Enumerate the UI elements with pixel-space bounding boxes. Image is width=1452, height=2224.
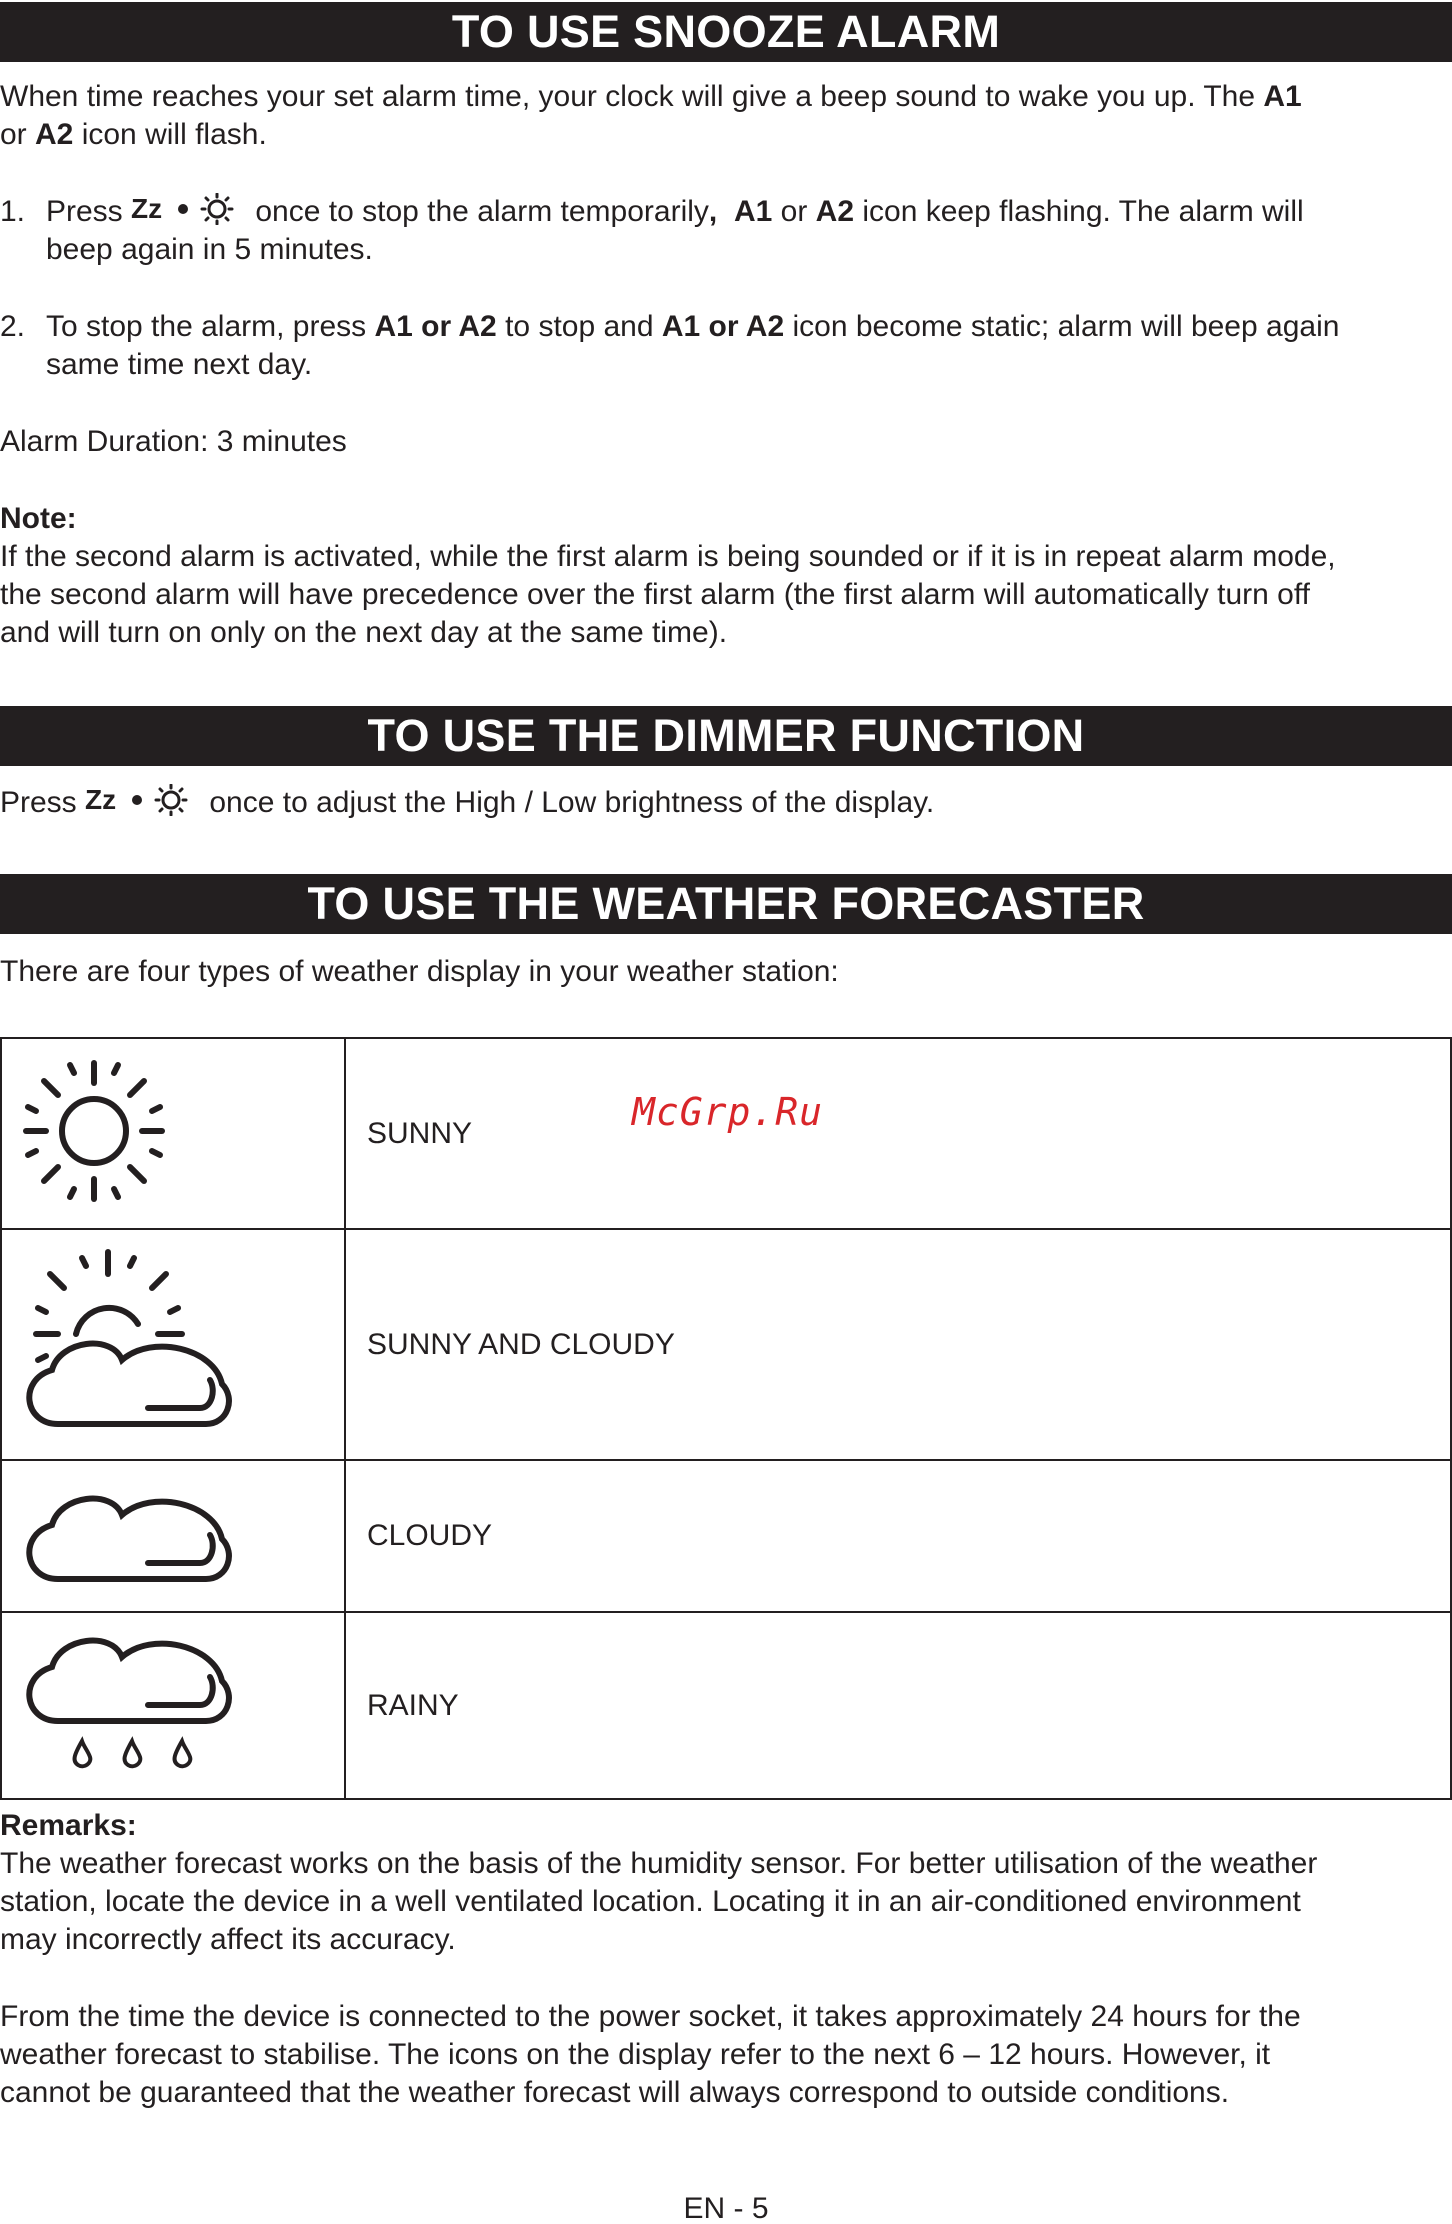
stabilise-line: cannot be guaranteed that the weather forecast will always correspond to outside conditions. <box>0 2076 1230 2109</box>
weather-label-sunny: SUNNY <box>345 1038 1451 1229</box>
snooze-step-1: 1. Press Zz once to stop the alarm temporarily, A1 or A2 icon keep flashing. The alarm will <box>0 193 1452 236</box>
snooze-step-1-cont: beep again in 5 minutes. <box>46 233 373 266</box>
rain-icon <box>2 1613 344 1790</box>
weather-intro: There are four types of weather display in your weather station: <box>0 955 839 988</box>
cloud-icon <box>2 1461 344 1603</box>
alarm-duration: Alarm Duration: 3 minutes <box>0 425 347 458</box>
note-title: Note: <box>0 502 77 535</box>
watermark: McGrp.Ru <box>632 1090 824 1134</box>
snooze-intro: When time reaches your set alarm time, your clock will give a beep sound to wake you up. The A1 <box>0 80 1302 113</box>
table-row <box>1 1460 1451 1612</box>
stabilise-line: weather forecast to stabilise. The icons on the display refer to the next 6 – 12 hours. However, it <box>0 2038 1271 2071</box>
table-cell <box>1 1460 345 1612</box>
table-row <box>1 1612 1451 1799</box>
table-cell <box>1 1038 345 1229</box>
dimmer-heading: TO USE THE DIMMER FUNCTION <box>0 706 1452 766</box>
remarks-line: The weather forecast works on the basis of the humidity sensor. For better utilisation of the weather <box>0 1847 1318 1880</box>
table-cell <box>1 1229 345 1460</box>
table-row <box>1 1229 1451 1460</box>
weather-icons-table <box>0 1037 1452 1800</box>
snooze-zz-glyph: Zz <box>85 784 117 815</box>
snooze-step-2-cont: same time next day. <box>46 348 313 381</box>
snooze-dimmer-button-icon <box>85 784 201 827</box>
weather-label-sunny-cloudy: SUNNY AND CLOUDY <box>345 1229 1451 1460</box>
remarks-line: station, locate the device in a well ventilated location. Locating it in an air-conditioned environment <box>0 1885 1301 1918</box>
remarks-line: may incorrectly affect its accuracy. <box>0 1923 456 1956</box>
dimmer-text: Press Zz once to adjust the High / Low brightness of the display. <box>0 784 1452 827</box>
weather-label-rainy: RAINY <box>345 1612 1451 1799</box>
note-line: If the second alarm is activated, while the first alarm is being sounded or if it is in repeat alarm mode, <box>0 540 1336 573</box>
snooze-step-2: 2. To stop the alarm, press A1 or A2 to stop and A1 or A2 icon become static; alarm will beep again <box>0 310 1340 343</box>
note-line: the second alarm will have precedence over the first alarm (the first alarm will automatically turn off <box>0 578 1310 611</box>
snooze-heading: TO USE SNOOZE ALARM <box>0 2 1452 62</box>
weather-label-cloudy: CLOUDY <box>345 1460 1451 1612</box>
snooze-dimmer-button-icon <box>131 193 247 236</box>
page-number: EN - 5 <box>683 2192 769 2224</box>
remarks-title: Remarks: <box>0 1809 137 1842</box>
sun-icon <box>2 1039 344 1220</box>
note-line: and will turn on only on the next day at the same time). <box>0 616 728 649</box>
table-cell <box>1 1612 345 1799</box>
sun-cloud-icon <box>2 1230 344 1451</box>
weather-heading: TO USE THE WEATHER FORECASTER <box>0 874 1452 934</box>
snooze-intro-line2: or A2 icon will flash. <box>0 118 267 151</box>
snooze-zz-glyph: Zz <box>131 193 163 224</box>
stabilise-line: From the time the device is connected to the power socket, it takes approximately 24 hours for the <box>0 2000 1301 2033</box>
